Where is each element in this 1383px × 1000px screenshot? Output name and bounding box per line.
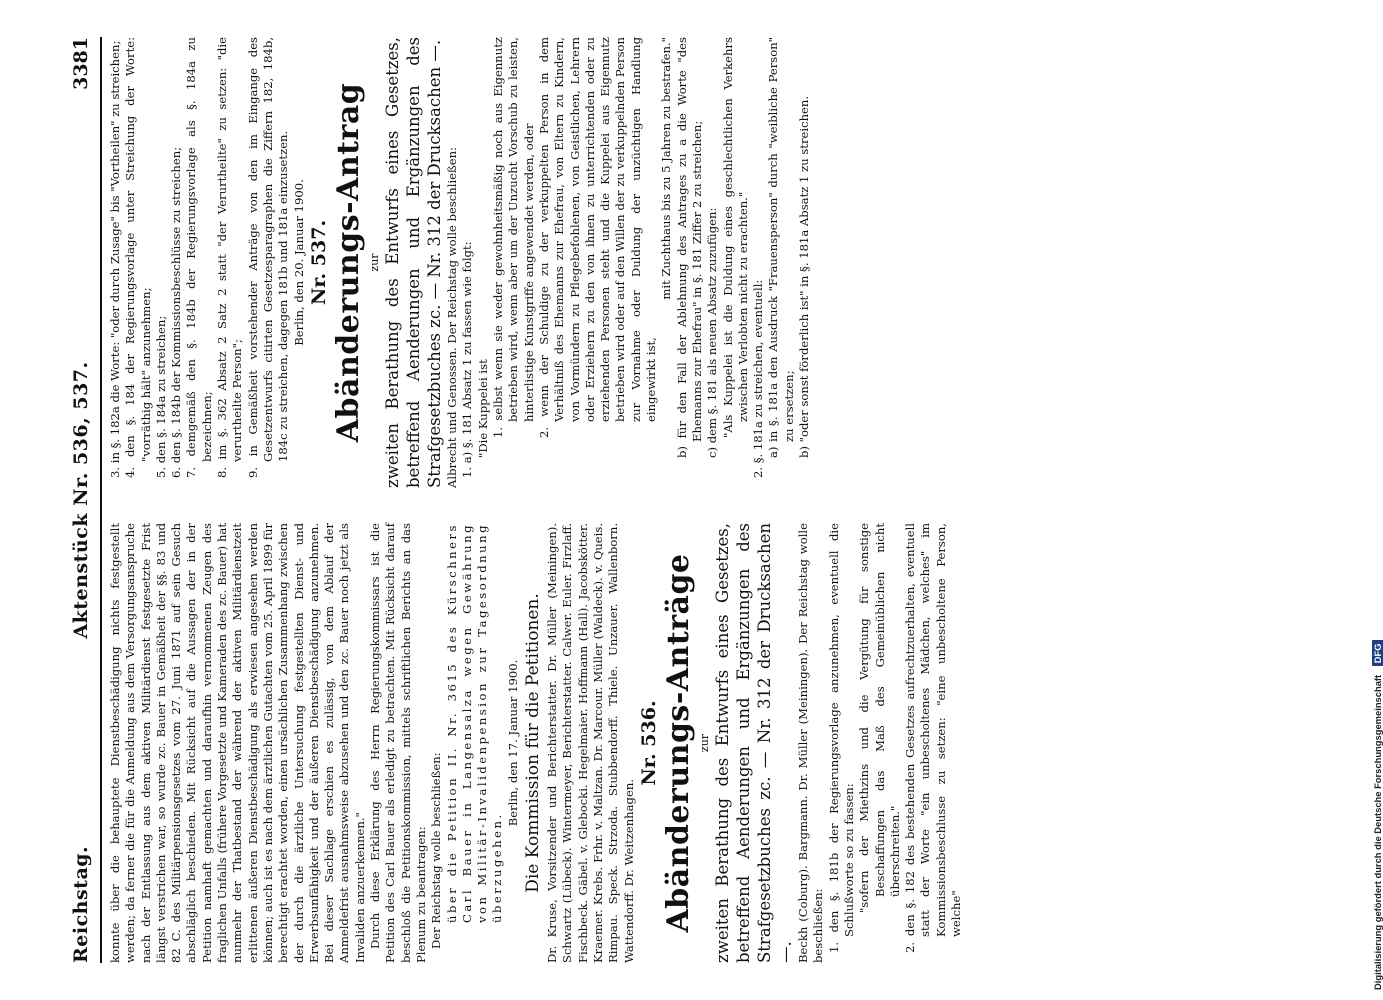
running-header <box>70 37 96 963</box>
paragraph: "Als Kuppelei ist die Duldung eines geschlechtlichen Verkehrs zwischen Verlobten nicht zu erachten." <box>720 37 750 438</box>
paragraph: 2. den §. 182 des bestehenden Gesetzes aufrechtzuerhalten, eventuell statt der Worte "ein unbescholtenes Mädchen, welches" im Kommissionsbeschlusse zu setzen: "eine unbescholtene Person, welche" <box>903 523 964 953</box>
paragraph: Der Reichstag wolle beschließen: <box>429 752 444 949</box>
paragraph: Durch diese Erklärung des Herrn Regierungskommissars ist die Petition des Carl Bauer als erledigt zu betrachten. Mit Rücksicht darauf beschloß die Petitionskommission, mittels schriftlichen Berichts an das Plenum zu beantragen: <box>368 523 428 963</box>
left-column <box>108 523 964 963</box>
paragraph: 1. den §. 181b der Regierungsvorlage anzunehmen, eventuell die Schlußworte so zu fassen: <box>826 523 856 953</box>
paragraph: Beckh (Coburg). Bargmann. Dr. Müller (Meiningen). Der Reichstag wolle beschließen: <box>796 523 826 963</box>
header-center: Aktenstück Nr. 536, 537. <box>70 361 92 639</box>
paragraph: 9. in Gemäßheit vorstehender Anträge von den im Eingange des Gesetzentwurfs citirten Gesetzesparagraphen die Ziffern 182, 184b, 184c zu streichen, dagegen 181b und 181a einzusetzen. <box>245 37 291 478</box>
paragraph: zur <box>697 733 711 753</box>
paragraph: b) für den Fall der Ablehnung des Antrages zu a die Worte "des Ehemanns zur Ehefrau" in §. 181 Ziffer 2 zu streichen; <box>674 37 704 458</box>
paragraph: 7. demgemäß den §. 184b der Regierungsvorlage als §. 184a zu bezeichnen; <box>184 37 214 478</box>
paragraph: a) in §. 181a den Ausdruck "Frauensperson" durch "weibliche Person" zu ersetzen; <box>766 37 796 458</box>
rotated-page <box>70 37 1370 963</box>
paragraph: 2. wenn der Schuldige zu der verkuppelten Person in dem Verhältniß des Ehemanns zur Ehefrau, von Eltern zu Kindern, von Vormündern zu Pflegebefohlenen, von Geistlichen, Lehrern oder Erziehern zu den von ihnen zu unterrichtenden oder zu erziehenden Personen steht und die Kuppelei aus Eigennutz betrieben wird oder auf den Willen der zu verkuppelnden Person zur Vornahme oder Duldung der unzüchtigen Handlung eingewirkt ist, <box>536 37 659 438</box>
right-column <box>108 37 812 488</box>
header-rule <box>100 37 102 963</box>
paragraph: zweiten Berathung des Entwurfs eines Gesetzes, betreffend Aenderungen und Ergänzungen des Strafgesetzbuches zc. — Nr. 312 der Drucksachen —. <box>383 37 445 488</box>
paragraph: Berlin, den 20. Januar 1900. <box>291 179 306 346</box>
paragraph: Berlin, den 17. Januar 1900. <box>505 659 520 827</box>
paragraph: 1. selbst wenn sie weder gewohnheitsmäßig noch aus Eigennutz betrieben wird, wenn aber um der Unzucht Vorschub zu leisten, hinterlistige Kunstgriffe angewendet werden, oder <box>491 37 536 438</box>
header-left: Reichstag. <box>70 845 92 963</box>
paragraph: zweiten Berathung des Entwurfs eines Gesetzes, betreffend Aenderungen und Ergänzungen des Strafgesetzbuches zc. — Nr. 312 der Drucksachen —. <box>713 523 796 963</box>
paragraph: konnte über die behauptete Dienstbeschädigung nichts festgestellt werden; da ferner die für die Anmeldung aus dem Versorgungsanspruche nach der Entlassung aus dem aktiven Militärdienst festgesetzte Frist längst verstrichen war, so wurde zc. Bauer in Gemäßheit der §§. 83 und 82 C. des Militärpensionsgesetzes vom 27. Juni 1871 auf sein Gesuch abschläglich beschieden. Mit Rücksicht auf die Aussagen der in der Petition namhaft gemachten und daraufhin vernommenen Zeugen des fraglichen Unfalls (frühere Vorgesetzte und Kameraden des zc. Bauer) hat nunmehr der Thatbestand der während der aktiven Militärdienstzeit erlittenen äußeren Dienstbeschädigung als erwiesen angesehen werden können; auch ist es nach dem ärztlichen Gutachten vom 25. April 1899 für berechtigt erachtet worden, einen ursächlichen Zusammenhang zwischen der durch die ärztliche Untersuchung festgestellten Dienst- und Erwerbsunfähigkeit und der äußeren Dienstbeschädigung anzunehmen. Bei dieser Sachlage erschien es zulässig, von dem Ablauf der Anmeldefrist ausnahmsweise abzusehen und den zc. Bauer noch jetzt als Invaliden anzuerkennen." <box>108 523 367 963</box>
paragraph: Dr. Kruse, Vorsitzender und Berichterstatter. Dr. Müller (Meiningen). Schwartz (Lübeck). Wintermeyer, Berichterstatter. Calwer. Euler. Firzlaff. Fischbeck. Gäbel. v. Glebocki. Hegelmaier. Hoffmann (Hall). Jacobskötter. Kraemer. Krebs. Frhr. v. Maltzan. Dr. Marcour. Müller (Waldeck). v. Queis. Rimpau. Speck. Strzoda. Stubbendorff. Thiele. Unzauer. Wallenborn. Wattendorff. Dr. Weitzenhagen. <box>545 523 636 963</box>
paragraph: "Die Kuppelei ist <box>475 359 490 458</box>
paragraph: 5. den §. 184a zu streichen; <box>153 315 168 478</box>
paragraph: Albrecht und Genossen. Der Reichstag wolle beschließen: <box>445 146 460 488</box>
paragraph: Nr. 537. <box>307 219 330 306</box>
paragraph: 3. in §. 182a die Worte: "oder durch Zusage" bis "Vortheilen" zu streichen; <box>108 40 122 478</box>
digitization-note <box>1372 0 1383 990</box>
paragraph: 1. a) §. 181 Absatz 1 zu fassen wie folgt: <box>460 241 475 478</box>
paragraph: c) dem §. 181 als neuen Absatz zuzufügen: <box>705 207 720 458</box>
digitization-text: Digitalisierung gefördert durch die Deutsche Forschungsgemeinschaft <box>1372 674 1383 990</box>
paragraph: 6. den §. 184b der Kommissionsbeschlüsse zu streichen; <box>169 146 184 478</box>
paragraph: über die Petition II. Nr. 3615 des Kürschners Carl Bauer in Langensalza wegen Gewährung von Militär-Invalidenpension zur Tagesordnung überzugehen. <box>444 523 505 923</box>
paragraph: "sofern der Miethzins und die Vergütung für sonstige Beschaffungen das Maß des Gemeinüblichen nicht überschreiten." <box>857 523 902 913</box>
page-number: 3381 <box>70 37 92 90</box>
paragraph: 2. §. 181a zu streichen, eventuell: <box>751 279 766 478</box>
paragraph: Abänderungs-Anträge <box>660 553 696 933</box>
paragraph: 8. im §. 362 Absatz 2 Satz 2 statt "der Verurtheilte" zu setzen: "die verurtheilte Person"; <box>215 37 245 478</box>
dfg-logo: DFG <box>1372 640 1383 666</box>
paragraph: Die Kommission für die Petitionen. <box>523 593 544 893</box>
paragraph: b) "oder sonst förderlich ist" in §. 181a Absatz 1 zu streichen. <box>796 95 811 458</box>
paragraph: zur <box>367 253 381 272</box>
paragraph: mit Zuchthaus bis zu 5 Jahren zu bestrafen." <box>659 37 674 300</box>
paragraph: Nr. 536. <box>637 700 660 786</box>
paragraph: Abänderungs-Antrag <box>330 82 366 443</box>
paragraph: 4. den §. 184 der Regierungsvorlage unter Streichung der Worte: "vorräthig hält" anzunehmen; <box>123 37 153 478</box>
